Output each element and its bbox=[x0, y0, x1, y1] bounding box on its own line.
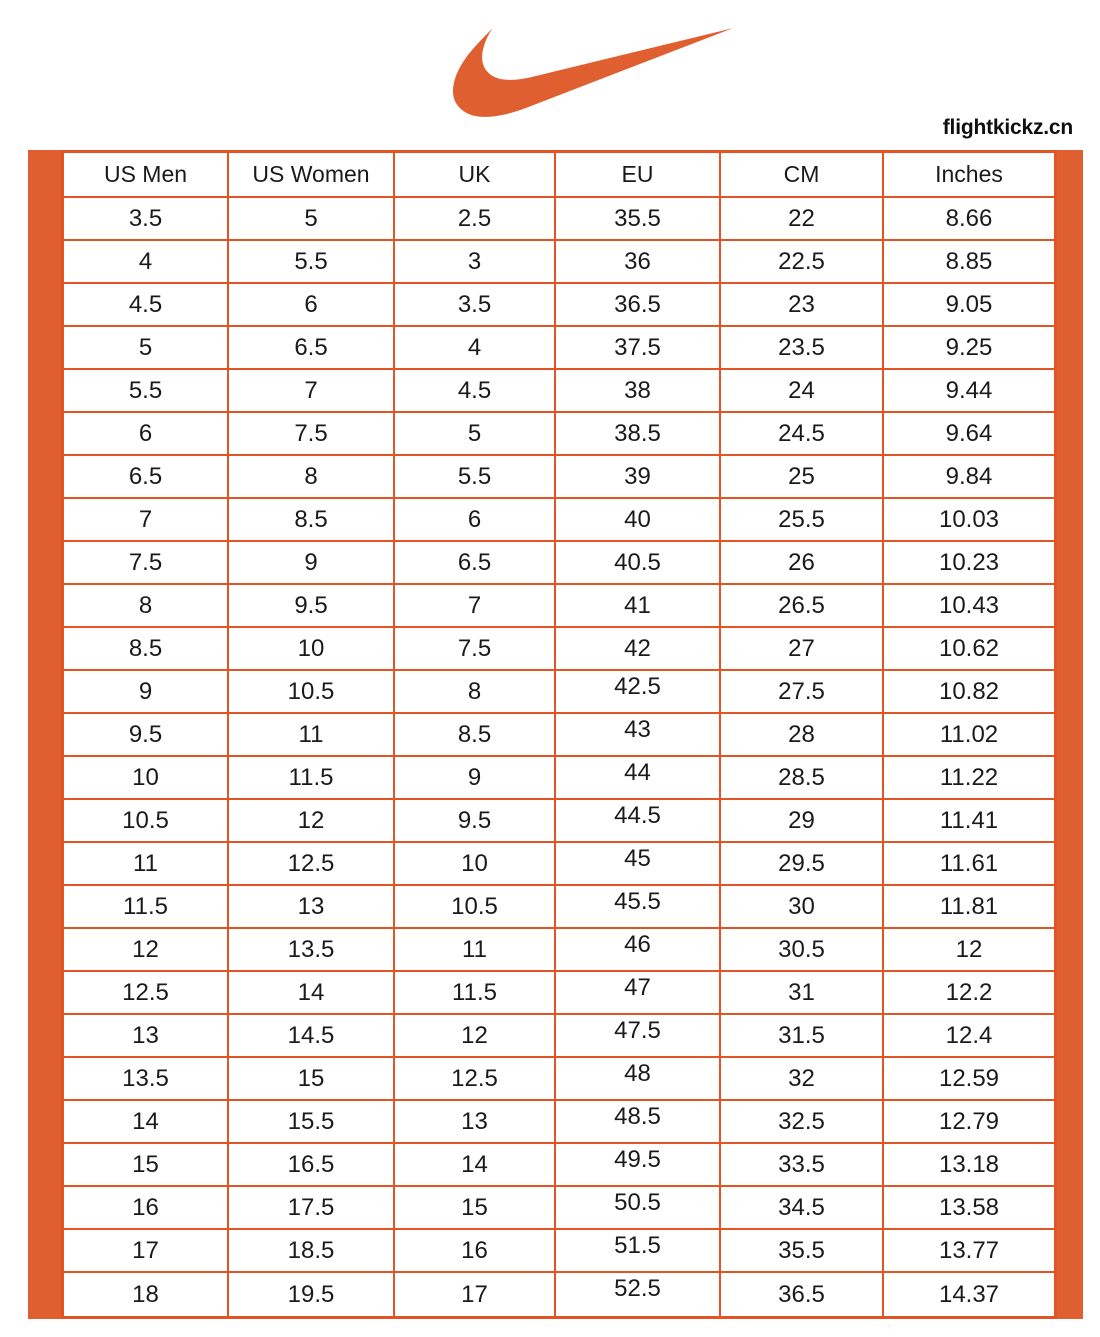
table-row bbox=[64, 1058, 1054, 1101]
table-cell: 4.5 bbox=[64, 284, 229, 327]
table-cell: 8.66 bbox=[884, 198, 1054, 241]
table-cell: 11 bbox=[395, 929, 556, 972]
table-cell: 9 bbox=[229, 542, 395, 585]
table-cell: 38.5 bbox=[556, 413, 721, 456]
column-header: US Men bbox=[64, 153, 229, 198]
table-cell: 17 bbox=[64, 1230, 229, 1273]
table-cell: 15 bbox=[64, 1144, 229, 1187]
table-row bbox=[64, 1273, 1054, 1316]
column-header: Inches bbox=[884, 153, 1054, 198]
table-cell: 6.5 bbox=[395, 542, 556, 585]
table-cell: 52.5 bbox=[556, 1273, 721, 1316]
table-cell: 14.37 bbox=[938, 1280, 1000, 1308]
table-cell: 8.5 bbox=[229, 499, 395, 542]
table-cell: 45 bbox=[556, 843, 721, 886]
table-cell: 7 bbox=[64, 499, 229, 542]
table-cell: 13 bbox=[229, 886, 395, 929]
left-accent-bar bbox=[28, 150, 61, 1319]
table-cell: 36 bbox=[556, 241, 721, 284]
table-cell: 29 bbox=[721, 800, 884, 843]
table-cell: 10 bbox=[64, 757, 229, 800]
table-cell: 8.5 bbox=[64, 628, 229, 671]
table-cell: 9 bbox=[64, 671, 229, 714]
table-cell: 15 bbox=[229, 1058, 395, 1101]
size-conversion-table bbox=[61, 150, 1057, 1319]
table-cell: 11.61 bbox=[884, 843, 1054, 886]
table-row bbox=[64, 972, 1054, 1015]
table-cell: 33.5 bbox=[721, 1144, 884, 1187]
table-cell: 13 bbox=[395, 1101, 556, 1144]
table-cell: 13 bbox=[64, 1015, 229, 1058]
table-cell: 7.5 bbox=[395, 628, 556, 671]
table-cell: 32 bbox=[721, 1058, 884, 1101]
table-cell: 11.5 bbox=[229, 757, 395, 800]
table-cell: 44 bbox=[556, 757, 721, 800]
table-row bbox=[64, 1101, 1054, 1144]
table-cell: 8.5 bbox=[395, 714, 556, 757]
table-cell: 31 bbox=[721, 972, 884, 1015]
table-cell: 10.43 bbox=[884, 585, 1054, 628]
table-cell: 22 bbox=[721, 198, 884, 241]
table-row bbox=[64, 198, 1054, 241]
table-cell: 7 bbox=[229, 370, 395, 413]
table-cell: 5 bbox=[395, 413, 556, 456]
table-cell: 11 bbox=[229, 714, 395, 757]
size-chart bbox=[28, 150, 1083, 1319]
table-cell: 7.5 bbox=[64, 542, 229, 585]
table-cell: 8.85 bbox=[884, 241, 1054, 284]
table-cell: 22.5 bbox=[721, 241, 884, 284]
table-cell: 40.5 bbox=[556, 542, 721, 585]
table-cell: 37.5 bbox=[556, 327, 721, 370]
nike-swoosh-icon bbox=[453, 26, 733, 119]
table-row bbox=[64, 1144, 1054, 1187]
table-cell: 7.5 bbox=[229, 413, 395, 456]
table-cell: 14 bbox=[64, 1101, 229, 1144]
table-cell: 3 bbox=[395, 241, 556, 284]
table-cell: 27 bbox=[721, 628, 884, 671]
table-cell: 9.05 bbox=[884, 284, 1054, 327]
table-cell: 10.5 bbox=[395, 886, 556, 929]
table-cell: 8 bbox=[395, 671, 556, 714]
column-header: EU bbox=[556, 153, 721, 198]
table-cell: 12 bbox=[884, 929, 1054, 972]
table-cell: 10.23 bbox=[884, 542, 1054, 585]
table-cell: 9.5 bbox=[395, 800, 556, 843]
table-cell: 18 bbox=[64, 1273, 229, 1316]
table-cell: 9.5 bbox=[64, 714, 229, 757]
table-cell: 5.5 bbox=[64, 370, 229, 413]
table-cell: 51.5 bbox=[556, 1230, 721, 1273]
table-cell: 28.5 bbox=[721, 757, 884, 800]
table-row bbox=[64, 456, 1054, 499]
table-cell: 2.5 bbox=[395, 198, 556, 241]
right-accent-bar bbox=[1057, 150, 1083, 1319]
table-cell: 9.25 bbox=[884, 327, 1054, 370]
table-cell: 49.5 bbox=[556, 1144, 721, 1187]
table-cell: 11 bbox=[64, 843, 229, 886]
table-row bbox=[64, 800, 1054, 843]
table-row bbox=[64, 284, 1054, 327]
table-cell: 50.5 bbox=[556, 1187, 721, 1230]
table-row bbox=[64, 628, 1054, 671]
table-cell: 11.41 bbox=[884, 800, 1054, 843]
table-cell: 44.5 bbox=[556, 800, 721, 843]
table-row bbox=[64, 327, 1054, 370]
size-table-body bbox=[64, 198, 1054, 1316]
table-cell: 14.5 bbox=[229, 1015, 395, 1058]
table-cell: 12.5 bbox=[64, 972, 229, 1015]
table-row bbox=[64, 413, 1054, 456]
table-cell: 30.5 bbox=[721, 929, 884, 972]
table-cell: 13.58 bbox=[884, 1187, 1054, 1230]
table-row bbox=[64, 1230, 1054, 1273]
table-cell: 43 bbox=[556, 714, 721, 757]
table-cell: 36.5 bbox=[721, 1273, 884, 1316]
table-cell: 10.62 bbox=[884, 628, 1054, 671]
table-cell: 28 bbox=[721, 714, 884, 757]
table-cell: 9.44 bbox=[884, 370, 1054, 413]
table-cell: 9.64 bbox=[884, 413, 1054, 456]
table-cell: 23.5 bbox=[721, 327, 884, 370]
table-cell: 15 bbox=[395, 1187, 556, 1230]
column-header: US Women bbox=[229, 153, 395, 198]
table-cell: 13.77 bbox=[884, 1230, 1054, 1273]
table-cell: 13.5 bbox=[229, 929, 395, 972]
table-cell: 35.5 bbox=[556, 198, 721, 241]
table-cell: 25.5 bbox=[721, 499, 884, 542]
table-cell: 6 bbox=[64, 413, 229, 456]
table-cell: 9.84 bbox=[884, 456, 1054, 499]
table-cell: 11.81 bbox=[884, 886, 1054, 929]
table-cell: 16.5 bbox=[229, 1144, 395, 1187]
table-cell: 16 bbox=[395, 1230, 556, 1273]
table-row bbox=[64, 499, 1054, 542]
table-cell: 24.5 bbox=[721, 413, 884, 456]
table-row bbox=[64, 542, 1054, 585]
column-header: UK bbox=[395, 153, 556, 198]
table-cell: 48 bbox=[556, 1058, 721, 1101]
table-cell: 6.5 bbox=[64, 456, 229, 499]
table-cell: 15.5 bbox=[229, 1101, 395, 1144]
table-cell: 29.5 bbox=[721, 843, 884, 886]
table-cell: 40 bbox=[556, 499, 721, 542]
table-cell: 11.5 bbox=[64, 886, 229, 929]
table-cell: 9 bbox=[395, 757, 556, 800]
table-cell: 48.5 bbox=[556, 1101, 721, 1144]
table-row bbox=[64, 886, 1054, 929]
table-cell: 10.5 bbox=[229, 671, 395, 714]
table-cell: 23 bbox=[721, 284, 884, 327]
table-cell: 14 bbox=[395, 1144, 556, 1187]
table-cell: 11.02 bbox=[884, 714, 1054, 757]
table-cell: 4 bbox=[64, 241, 229, 284]
table-cell: 34.5 bbox=[721, 1187, 884, 1230]
table-row bbox=[64, 370, 1054, 413]
table-row bbox=[64, 757, 1054, 800]
table-cell: 31.5 bbox=[721, 1015, 884, 1058]
table-cell: 12.2 bbox=[884, 972, 1054, 1015]
table-cell: 39 bbox=[556, 456, 721, 499]
column-header: CM bbox=[721, 153, 884, 198]
table-cell: 10 bbox=[395, 843, 556, 886]
table-cell: 17.5 bbox=[229, 1187, 395, 1230]
table-row bbox=[64, 714, 1054, 757]
table-row bbox=[64, 241, 1054, 284]
table-row bbox=[64, 585, 1054, 628]
table-cell: 12.5 bbox=[395, 1058, 556, 1101]
table-cell: 3.5 bbox=[395, 284, 556, 327]
table-cell: 36.5 bbox=[556, 284, 721, 327]
table-cell: 13.5 bbox=[64, 1058, 229, 1101]
table-row bbox=[64, 929, 1054, 972]
watermark-text: flightkickz.cn bbox=[942, 116, 1073, 139]
table-cell: 7 bbox=[395, 585, 556, 628]
table-cell: 16 bbox=[64, 1187, 229, 1230]
table-cell: 9.5 bbox=[229, 585, 395, 628]
table-cell: 45.5 bbox=[556, 886, 721, 929]
table-cell: 32.5 bbox=[721, 1101, 884, 1144]
table-cell: 10 bbox=[229, 628, 395, 671]
table-cell: 24 bbox=[721, 370, 884, 413]
table-cell: 8 bbox=[229, 456, 395, 499]
table-cell: 5 bbox=[64, 327, 229, 370]
table-cell: 41 bbox=[556, 585, 721, 628]
table-cell: 4 bbox=[395, 327, 556, 370]
table-row bbox=[64, 1015, 1054, 1058]
table-cell: 26.5 bbox=[721, 585, 884, 628]
table-cell: 6 bbox=[229, 284, 395, 327]
table-cell: 19.5 bbox=[229, 1273, 395, 1316]
table-cell: 5.5 bbox=[395, 456, 556, 499]
table-cell: 10.5 bbox=[64, 800, 229, 843]
table-cell: 27.5 bbox=[721, 671, 884, 714]
table-cell: 5.5 bbox=[229, 241, 395, 284]
table-cell: 3.5 bbox=[64, 198, 229, 241]
table-cell: 10.03 bbox=[884, 499, 1054, 542]
table-cell: 46 bbox=[556, 929, 721, 972]
table-cell: 42.5 bbox=[556, 671, 721, 714]
table-row bbox=[64, 843, 1054, 886]
table-cell: 12 bbox=[395, 1015, 556, 1058]
table-cell: 8 bbox=[64, 585, 229, 628]
table-cell: 10.82 bbox=[884, 671, 1054, 714]
table-cell: 17 bbox=[395, 1273, 556, 1316]
table-cell: 6 bbox=[395, 499, 556, 542]
table-cell: 47.5 bbox=[556, 1015, 721, 1058]
table-cell: 12 bbox=[64, 929, 229, 972]
table-cell: 12.5 bbox=[229, 843, 395, 886]
table-cell: 6.5 bbox=[229, 327, 395, 370]
table-cell: 13.18 bbox=[884, 1144, 1054, 1187]
table-row bbox=[64, 671, 1054, 714]
table-cell: 12 bbox=[229, 800, 395, 843]
table-row bbox=[64, 1187, 1054, 1230]
table-header-row bbox=[64, 153, 1054, 198]
table-cell: 12.59 bbox=[884, 1058, 1054, 1101]
table-cell: 11.22 bbox=[884, 757, 1054, 800]
table-cell: 11.5 bbox=[395, 972, 556, 1015]
table-cell: 5 bbox=[229, 198, 395, 241]
table-cell: 42 bbox=[556, 628, 721, 671]
table-cell: 30 bbox=[721, 886, 884, 929]
table-cell: 18.5 bbox=[229, 1230, 395, 1273]
table-cell: 12.4 bbox=[884, 1015, 1054, 1058]
table-cell: 35.5 bbox=[721, 1230, 884, 1273]
table-cell: 47 bbox=[556, 972, 721, 1015]
table-cell: 14 bbox=[229, 972, 395, 1015]
table-cell: 26 bbox=[721, 542, 884, 585]
table-cell: 12.79 bbox=[884, 1101, 1054, 1144]
table-cell: 38 bbox=[556, 370, 721, 413]
table-cell: 4.5 bbox=[395, 370, 556, 413]
table-cell: 25 bbox=[721, 456, 884, 499]
